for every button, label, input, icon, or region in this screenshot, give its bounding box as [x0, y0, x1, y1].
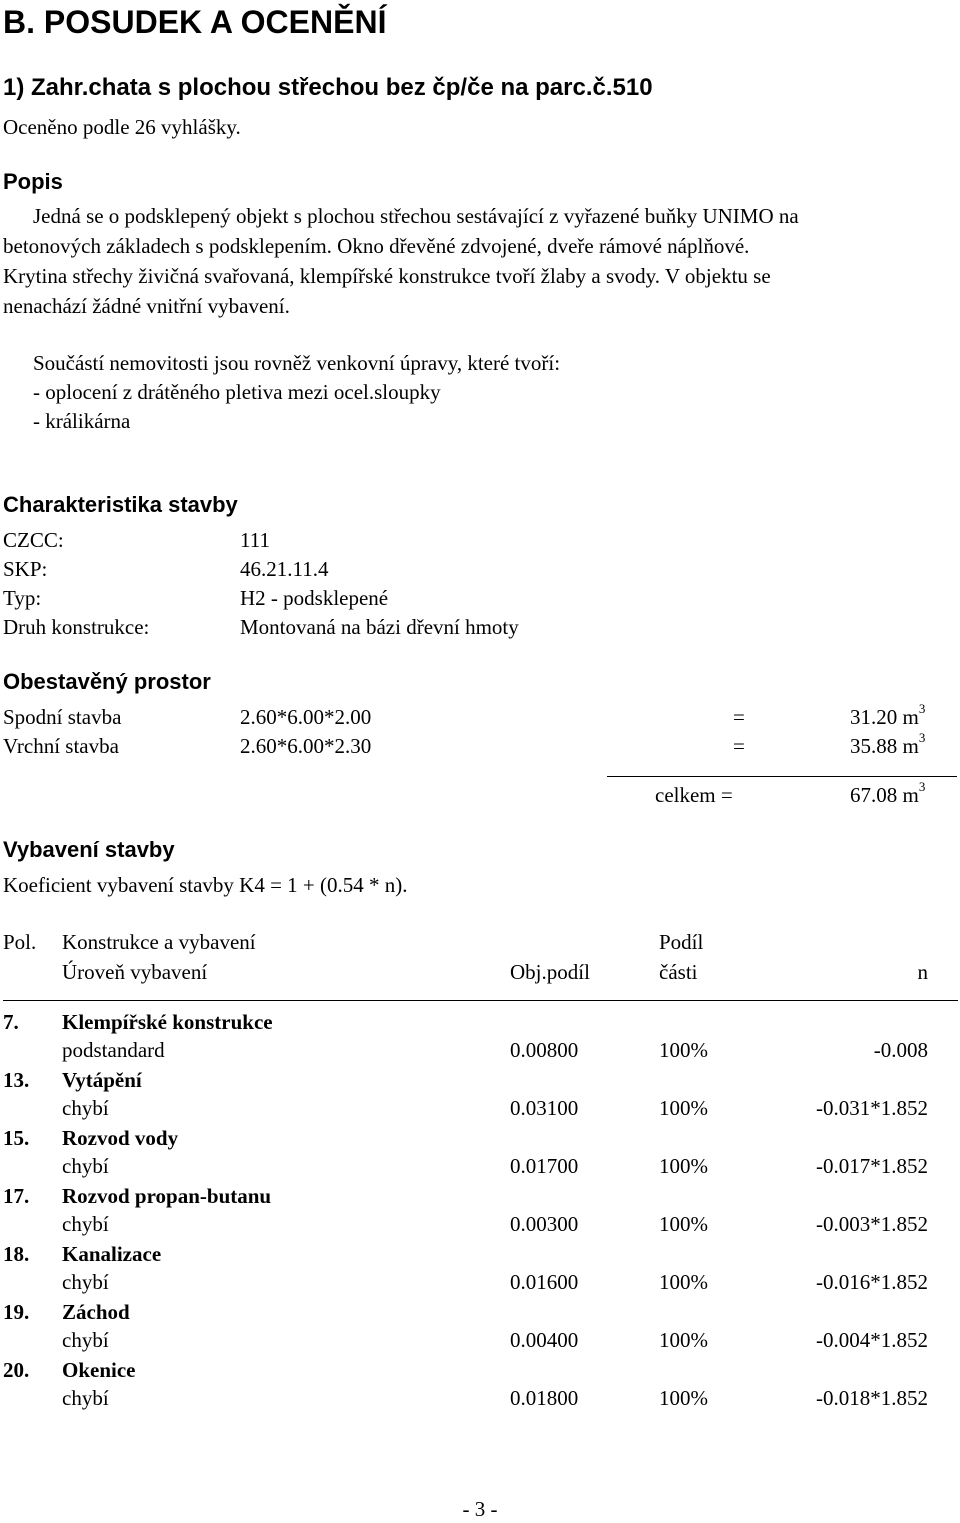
- extras-item-2: - králikárna: [33, 409, 131, 433]
- col-header-n: n: [917, 960, 928, 984]
- row-n: -0.031*1.852: [816, 1096, 928, 1120]
- row-part: 100%: [659, 1328, 708, 1352]
- popis-line-4: nenachází žádné vnitřní vybavení.: [3, 294, 290, 318]
- obest-formula-vrchni: 2.60*6.00*2.30: [240, 734, 372, 758]
- obest-total-label: celkem =: [655, 783, 733, 807]
- row-part: 100%: [659, 1038, 708, 1062]
- row-part: 100%: [659, 1386, 708, 1410]
- page-heading: B. POSUDEK A OCENĚNÍ: [3, 4, 387, 40]
- col-header-pol: Pol.: [3, 930, 37, 954]
- char-label-skp: SKP:: [3, 557, 48, 581]
- obest-label-spodni: Spodní stavba: [3, 705, 122, 729]
- obest-eq-vrchni: =: [733, 734, 745, 758]
- char-value-czcc: 111: [240, 528, 270, 552]
- row-n: -0.008: [873, 1038, 928, 1062]
- col-header-podil-2: části: [659, 960, 698, 984]
- row-part: 100%: [659, 1154, 708, 1178]
- row-level: chybí: [62, 1328, 109, 1352]
- row-obj-podil: 0.00400: [510, 1328, 579, 1352]
- char-value-skp: 46.21.11.4: [240, 557, 329, 581]
- obest-formula-spodni: 2.60*6.00*2.00: [240, 705, 372, 729]
- char-value-typ: H2 - podsklepené: [240, 586, 389, 610]
- row-n: -0.017*1.852: [816, 1154, 928, 1178]
- total-divider: [607, 776, 957, 777]
- row-level: chybí: [62, 1386, 109, 1410]
- obestaveny-title: Obestavěný prostor: [3, 669, 211, 694]
- row-pol: 18.: [3, 1242, 30, 1266]
- row-obj-podil: 0.00300: [510, 1212, 579, 1236]
- col-header-uroven: Úroveň vybavení: [62, 960, 208, 984]
- popis-line-1: Jedná se o podsklepený objekt s plochou střechou sestávající z vyřazené buňky UNIMO na: [33, 204, 799, 228]
- row-name: Vytápění: [62, 1068, 142, 1092]
- row-level: chybí: [62, 1096, 109, 1120]
- row-name: Záchod: [62, 1300, 130, 1324]
- row-n: -0.018*1.852: [816, 1386, 928, 1410]
- row-level: chybí: [62, 1212, 109, 1236]
- obest-value-spodni: 31.20 $m^3$: [850, 701, 926, 729]
- row-level: chybí: [62, 1154, 109, 1178]
- extras-intro: Součástí nemovitosti jsou rovněž venkovní úpravy, které tvoří:: [33, 351, 561, 375]
- row-obj-podil: 0.00800: [510, 1038, 579, 1062]
- valued-by-note: Oceněno podle 26 vyhlášky.: [3, 115, 241, 139]
- popis-line-2: betonových základech s podsklepením. Okno dřevěné zdvojené, dveře rámové náplňové.: [3, 234, 750, 258]
- row-level: chybí: [62, 1270, 109, 1294]
- table-header-divider: [3, 1000, 958, 1001]
- row-name: Rozvod vody: [62, 1126, 179, 1150]
- obest-total-value: 67.08 $m^3$: [850, 779, 926, 807]
- extras-item-1: - oplocení z drátěného pletiva mezi ocel.sloupky: [33, 380, 441, 404]
- col-header-objpodil: Obj.podíl: [510, 960, 590, 984]
- row-name: Klempířské konstrukce: [62, 1010, 273, 1034]
- row-pol: 15.: [3, 1126, 30, 1150]
- row-n: -0.016*1.852: [816, 1270, 928, 1294]
- obest-value-vrchni: 35.88 $m^3$: [850, 730, 926, 758]
- row-part: 100%: [659, 1096, 708, 1120]
- row-n: -0.004*1.852: [816, 1328, 928, 1352]
- row-part: 100%: [659, 1212, 708, 1236]
- char-label-czcc: CZCC:: [3, 528, 64, 552]
- row-obj-podil: 0.01600: [510, 1270, 579, 1294]
- char-label-typ: Typ:: [3, 586, 42, 610]
- obest-label-vrchni: Vrchní stavba: [3, 734, 119, 758]
- row-name: Rozvod propan-butanu: [62, 1184, 272, 1208]
- row-obj-podil: 0.01800: [510, 1386, 579, 1410]
- obest-eq-spodni: =: [733, 705, 745, 729]
- row-name: Kanalizace: [62, 1242, 162, 1266]
- col-header-podil-1: Podíl: [659, 930, 704, 954]
- row-level: podstandard: [62, 1038, 165, 1062]
- row-pol: 17.: [3, 1184, 30, 1208]
- char-value-druh: Montovaná na bázi dřevní hmoty: [240, 615, 519, 639]
- row-pol: 7.: [3, 1010, 19, 1034]
- col-header-konstrukce: Konstrukce a vybavení: [62, 930, 256, 954]
- char-label-druh: Druh konstrukce:: [3, 615, 150, 639]
- row-n: -0.003*1.852: [816, 1212, 928, 1236]
- page-number: - 3 -: [462, 1497, 498, 1521]
- row-name: Okenice: [62, 1358, 136, 1382]
- row-part: 100%: [659, 1270, 708, 1294]
- popis-line-3: Krytina střechy živičná svařovaná, klempířské konstrukce tvoří žlaby a svody. V objektu se: [3, 264, 771, 288]
- row-obj-podil: 0.03100: [510, 1096, 579, 1120]
- row-pol: 20.: [3, 1358, 30, 1382]
- popis-title: Popis: [3, 169, 63, 194]
- row-pol: 19.: [3, 1300, 30, 1324]
- row-pol: 13.: [3, 1068, 30, 1092]
- row-obj-podil: 0.01700: [510, 1154, 579, 1178]
- vybaveni-coef: Koeficient vybavení stavby K4 = 1 + (0.54 * n).: [3, 873, 408, 897]
- vybaveni-title: Vybavení stavby: [3, 837, 175, 862]
- charakteristika-title: Charakteristika stavby: [3, 492, 238, 517]
- item-title: 1) Zahr.chata s plochou střechou bez čp/če na parc.č.510: [3, 74, 653, 101]
